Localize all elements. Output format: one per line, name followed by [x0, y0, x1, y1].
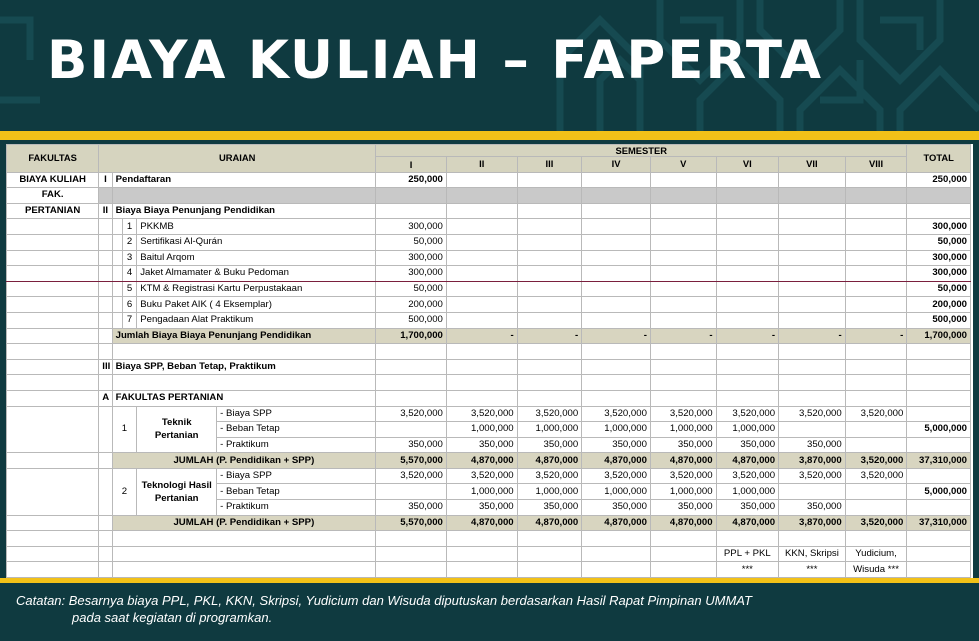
- table-row: [7, 281, 971, 297]
- cell-value: 350,000: [650, 500, 716, 516]
- section-label: Pendaftaran: [112, 172, 376, 188]
- fee-label: - Beban Tetap: [217, 484, 376, 500]
- cell-value: 300,000: [376, 219, 447, 235]
- prodi-name: Teknologi Hasil Pertanian: [137, 468, 217, 515]
- sem-header: VIII: [845, 157, 907, 173]
- item-label: PKKMB: [137, 219, 376, 235]
- table-row: [7, 188, 971, 204]
- cell-value: 1,000,000: [517, 484, 582, 500]
- cell-value: [845, 437, 907, 453]
- cell-value: 1,000,000: [517, 422, 582, 438]
- item-label: Pengadaan Alat Praktikum: [137, 312, 376, 328]
- cell-value: 4,870,000: [517, 453, 582, 469]
- item-label: Jaket Almamater & Buku Pedoman: [137, 266, 376, 282]
- cell-value: 5,570,000: [376, 515, 447, 531]
- cell-value: [845, 484, 907, 500]
- fakultas-label: PERTANIAN: [7, 203, 99, 219]
- cell-total: 50,000: [907, 281, 971, 297]
- cell-dash: -: [650, 328, 716, 344]
- cell-value: 3,520,000: [376, 468, 447, 484]
- cell-total: [907, 406, 971, 422]
- cell-value: [779, 484, 846, 500]
- subtotal-label: JUMLAH (P. Pendidikan + SPP): [112, 515, 376, 531]
- cell-dash: -: [582, 328, 651, 344]
- sem-header: V: [650, 157, 716, 173]
- cell-value: [779, 422, 846, 438]
- fakultas-label: BIAYA KULIAH: [7, 172, 99, 188]
- cell-value: 3,520,000: [779, 406, 846, 422]
- subtotal-label: Jumlah Biaya Biaya Penunjang Pendidikan: [112, 328, 376, 344]
- cell-value: [376, 422, 447, 438]
- cell-value: 3,520,000: [716, 406, 779, 422]
- subtotal-row: [7, 515, 971, 531]
- cell-value: 350,000: [376, 437, 447, 453]
- section-label: Biaya Biaya Penunjang Pendidikan: [112, 203, 376, 219]
- cell-value: 4,870,000: [650, 453, 716, 469]
- cell-value: 5,570,000: [376, 453, 447, 469]
- cell-value: 3,870,000: [779, 453, 846, 469]
- cell-value: 1,000,000: [582, 484, 651, 500]
- cell-total: [907, 468, 971, 484]
- cell-value: 3,520,000: [845, 406, 907, 422]
- prodi-number: 2: [112, 468, 137, 515]
- table-row: [7, 172, 971, 188]
- cell-value: 4,870,000: [582, 453, 651, 469]
- cell-dash: -: [845, 328, 907, 344]
- col-header-uraian: URAIAN: [99, 145, 376, 173]
- prodi-number: 1: [112, 406, 137, 453]
- fee-table-container: [6, 144, 973, 578]
- cell-value: 3,520,000: [716, 468, 779, 484]
- sem-header: II: [446, 157, 517, 173]
- section-number: II: [99, 203, 112, 219]
- section-label: Biaya SPP, Beban Tetap, Praktikum: [112, 359, 376, 375]
- cell-value: 3,520,000: [446, 406, 517, 422]
- item-label: KTM & Registrasi Kartu Perpustakaan: [137, 281, 376, 297]
- cell-value: 350,000: [582, 437, 651, 453]
- table-row: [7, 375, 971, 391]
- col-header-semester: SEMESTER: [376, 145, 907, 157]
- col-header-fakultas: FAKULTAS: [7, 145, 99, 173]
- cell-value: 4,870,000: [446, 453, 517, 469]
- cell-value: 1,000,000: [582, 422, 651, 438]
- item-label: Baitul Arqom: [137, 250, 376, 266]
- cell-value: 350,000: [446, 437, 517, 453]
- item-number: 1: [122, 219, 136, 235]
- note-yudicium: Yudicium,: [845, 546, 907, 562]
- cell-total: [907, 500, 971, 516]
- cell-value: 3,520,000: [582, 468, 651, 484]
- cell-value: 350,000: [650, 437, 716, 453]
- note-asterisk: ***: [779, 562, 846, 578]
- cell-value: 4,870,000: [716, 453, 779, 469]
- note-asterisk: ***: [716, 562, 779, 578]
- cell-value: 4,870,000: [716, 515, 779, 531]
- table-row: [7, 390, 971, 406]
- cell-value: 1,000,000: [716, 484, 779, 500]
- prodi-name: Teknik Pertanian: [137, 406, 217, 453]
- cell-total: 50,000: [907, 234, 971, 250]
- cell-total: 500,000: [907, 312, 971, 328]
- fee-table: [6, 144, 971, 578]
- item-number: 2: [122, 234, 136, 250]
- table-row: [7, 546, 971, 562]
- sem-header: IV: [582, 157, 651, 173]
- subtotal-row: [7, 328, 971, 344]
- cell-value: 4,870,000: [650, 515, 716, 531]
- note-wisuda: Wisuda ***: [845, 562, 907, 578]
- table-row: [7, 234, 971, 250]
- cell-value: [845, 422, 907, 438]
- col-header-total: TOTAL: [907, 145, 971, 173]
- cell-total: 1,700,000: [907, 328, 971, 344]
- cell-value: 350,000: [716, 437, 779, 453]
- table-row: [7, 297, 971, 313]
- table-row: [7, 312, 971, 328]
- cell-value: 350,000: [376, 500, 447, 516]
- table-row: [7, 531, 971, 547]
- cell-value: 350,000: [716, 500, 779, 516]
- cell-value: 1,700,000: [376, 328, 447, 344]
- item-number: 7: [122, 312, 136, 328]
- cell-dash: -: [517, 328, 582, 344]
- subtotal-row: [7, 453, 971, 469]
- cell-value: 50,000: [376, 234, 447, 250]
- item-number: 6: [122, 297, 136, 313]
- footer-note-line1: Catatan: Besarnya biaya PPL, PKL, KKN, Skripsi, Yudicium dan Wisuda diputuskan berdasarkan Hasil Rapat Pimpinan UMMAT: [16, 593, 752, 608]
- cell-value: 50,000: [376, 281, 447, 297]
- cell-value: 3,870,000: [779, 515, 846, 531]
- cell-total: 300,000: [907, 219, 971, 235]
- fee-label: - Praktikum: [217, 437, 376, 453]
- cell-value: 1,000,000: [650, 422, 716, 438]
- section-label: FAKULTAS PERTANIAN: [112, 390, 376, 406]
- cell-value: 350,000: [582, 500, 651, 516]
- cell-total: 37,310,000: [907, 515, 971, 531]
- table-row: [7, 250, 971, 266]
- table-row: [7, 562, 971, 578]
- cell-value: 250,000: [376, 172, 447, 188]
- table-row: [7, 344, 971, 360]
- cell-value: 3,520,000: [650, 406, 716, 422]
- cell-value: 3,520,000: [517, 406, 582, 422]
- table-row: [7, 219, 971, 235]
- cell-value: 1,000,000: [650, 484, 716, 500]
- section-number: A: [99, 390, 112, 406]
- cell-dash: -: [779, 328, 846, 344]
- cell-value: 4,870,000: [446, 515, 517, 531]
- cell-total: 300,000: [907, 266, 971, 282]
- cell-total: [907, 437, 971, 453]
- fee-label: - Biaya SPP: [217, 406, 376, 422]
- cell-value: 3,520,000: [446, 468, 517, 484]
- table-row: [7, 359, 971, 375]
- cell-total: 37,310,000: [907, 453, 971, 469]
- note-kkn-skripsi: KKN, Skripsi: [779, 546, 846, 562]
- cell-value: 300,000: [376, 266, 447, 282]
- fakultas-label: FAK.: [7, 188, 99, 204]
- table-row: [7, 406, 971, 422]
- cell-value: 200,000: [376, 297, 447, 313]
- sem-header: VII: [779, 157, 846, 173]
- cell-total: 250,000: [907, 172, 971, 188]
- sem-header: III: [517, 157, 582, 173]
- cell-value: 300,000: [376, 250, 447, 266]
- cell-value: 4,870,000: [517, 515, 582, 531]
- cell-value: 3,520,000: [845, 468, 907, 484]
- cell-value: 4,870,000: [582, 515, 651, 531]
- fee-label: - Biaya SPP: [217, 468, 376, 484]
- cell-dash: -: [716, 328, 779, 344]
- cell-total: 5,000,000: [907, 484, 971, 500]
- item-number: 5: [122, 281, 136, 297]
- cell-value: 350,000: [517, 500, 582, 516]
- cell-value: 3,520,000: [779, 468, 846, 484]
- cell-value: 350,000: [517, 437, 582, 453]
- cell-value: 3,520,000: [845, 515, 907, 531]
- cell-value: 350,000: [446, 500, 517, 516]
- cell-value: 3,520,000: [582, 406, 651, 422]
- cell-value: 500,000: [376, 312, 447, 328]
- cell-value: 3,520,000: [517, 468, 582, 484]
- subtotal-label: JUMLAH (P. Pendidikan + SPP): [112, 453, 376, 469]
- cell-value: 3,520,000: [845, 453, 907, 469]
- table-row: [7, 203, 971, 219]
- yellow-divider-top: [0, 131, 979, 140]
- item-label: Sertifikasi Al-Qurán: [137, 234, 376, 250]
- fee-label: - Praktikum: [217, 500, 376, 516]
- footer-note-line2: pada saat kegiatan di programkan.: [72, 610, 273, 625]
- sem-header: VI: [716, 157, 779, 173]
- cell-value: 1,000,000: [716, 422, 779, 438]
- item-number: 4: [122, 266, 136, 282]
- note-ppl-pkl: PPL + PKL: [716, 546, 779, 562]
- page-title: BIAYA KULIAH – FAPERTA: [47, 30, 823, 91]
- cell-value: [376, 484, 447, 500]
- cell-total: 300,000: [907, 250, 971, 266]
- table-row: [7, 468, 971, 484]
- cell-value: 1,000,000: [446, 484, 517, 500]
- cell-value: 1,000,000: [446, 422, 517, 438]
- table-row: [7, 266, 971, 282]
- cell-value: [845, 500, 907, 516]
- header-banner: [0, 0, 979, 131]
- section-number: III: [99, 359, 112, 375]
- cell-value: 3,520,000: [376, 406, 447, 422]
- sem-header: I: [376, 157, 447, 173]
- item-number: 3: [122, 250, 136, 266]
- section-number: I: [99, 172, 112, 188]
- fee-label: - Beban Tetap: [217, 422, 376, 438]
- cell-value: 350,000: [779, 437, 846, 453]
- cell-value: 350,000: [779, 500, 846, 516]
- cell-value: 3,520,000: [650, 468, 716, 484]
- cell-total: 200,000: [907, 297, 971, 313]
- item-label: Buku Paket AIK ( 4 Eksemplar): [137, 297, 376, 313]
- cell-total: 5,000,000: [907, 422, 971, 438]
- cell-dash: -: [446, 328, 517, 344]
